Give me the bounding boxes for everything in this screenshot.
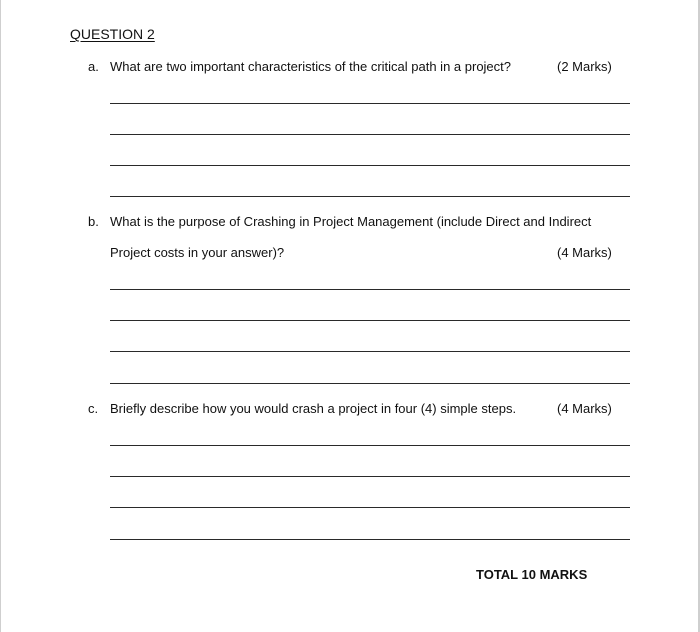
answer-line (110, 476, 630, 477)
answer-line (110, 539, 630, 540)
answer-line (110, 383, 630, 384)
part-a-marks: (2 Marks) (557, 59, 612, 74)
answer-line (110, 351, 630, 352)
answer-line (110, 289, 630, 290)
part-c-marks: (4 Marks) (557, 401, 612, 416)
answer-line (110, 103, 630, 104)
part-b-question-line-2: Project costs in your answer)? (110, 245, 285, 260)
part-b-question-line-1: What is the purpose of Crashing in Project Management (include Direct and Indirect (110, 214, 592, 229)
answer-line (110, 445, 630, 446)
answer-line (110, 165, 630, 166)
answer-line (110, 320, 630, 321)
page-left-edge (0, 0, 1, 632)
part-a-question: What are two important characteristics of the critical path in a project? (110, 59, 512, 74)
part-a-letter: a. (88, 59, 99, 74)
part-c-letter: c. (88, 401, 99, 416)
answer-line (110, 134, 630, 135)
question-title: QUESTION 2 (70, 26, 155, 42)
part-b-marks: (4 Marks) (557, 245, 612, 260)
answer-line (110, 507, 630, 508)
total-marks: TOTAL 10 MARKS (476, 567, 588, 582)
part-c-question: Briefly describe how you would crash a project in four (4) simple steps. (110, 401, 517, 416)
answer-line (110, 196, 630, 197)
part-b-letter: b. (88, 214, 99, 229)
